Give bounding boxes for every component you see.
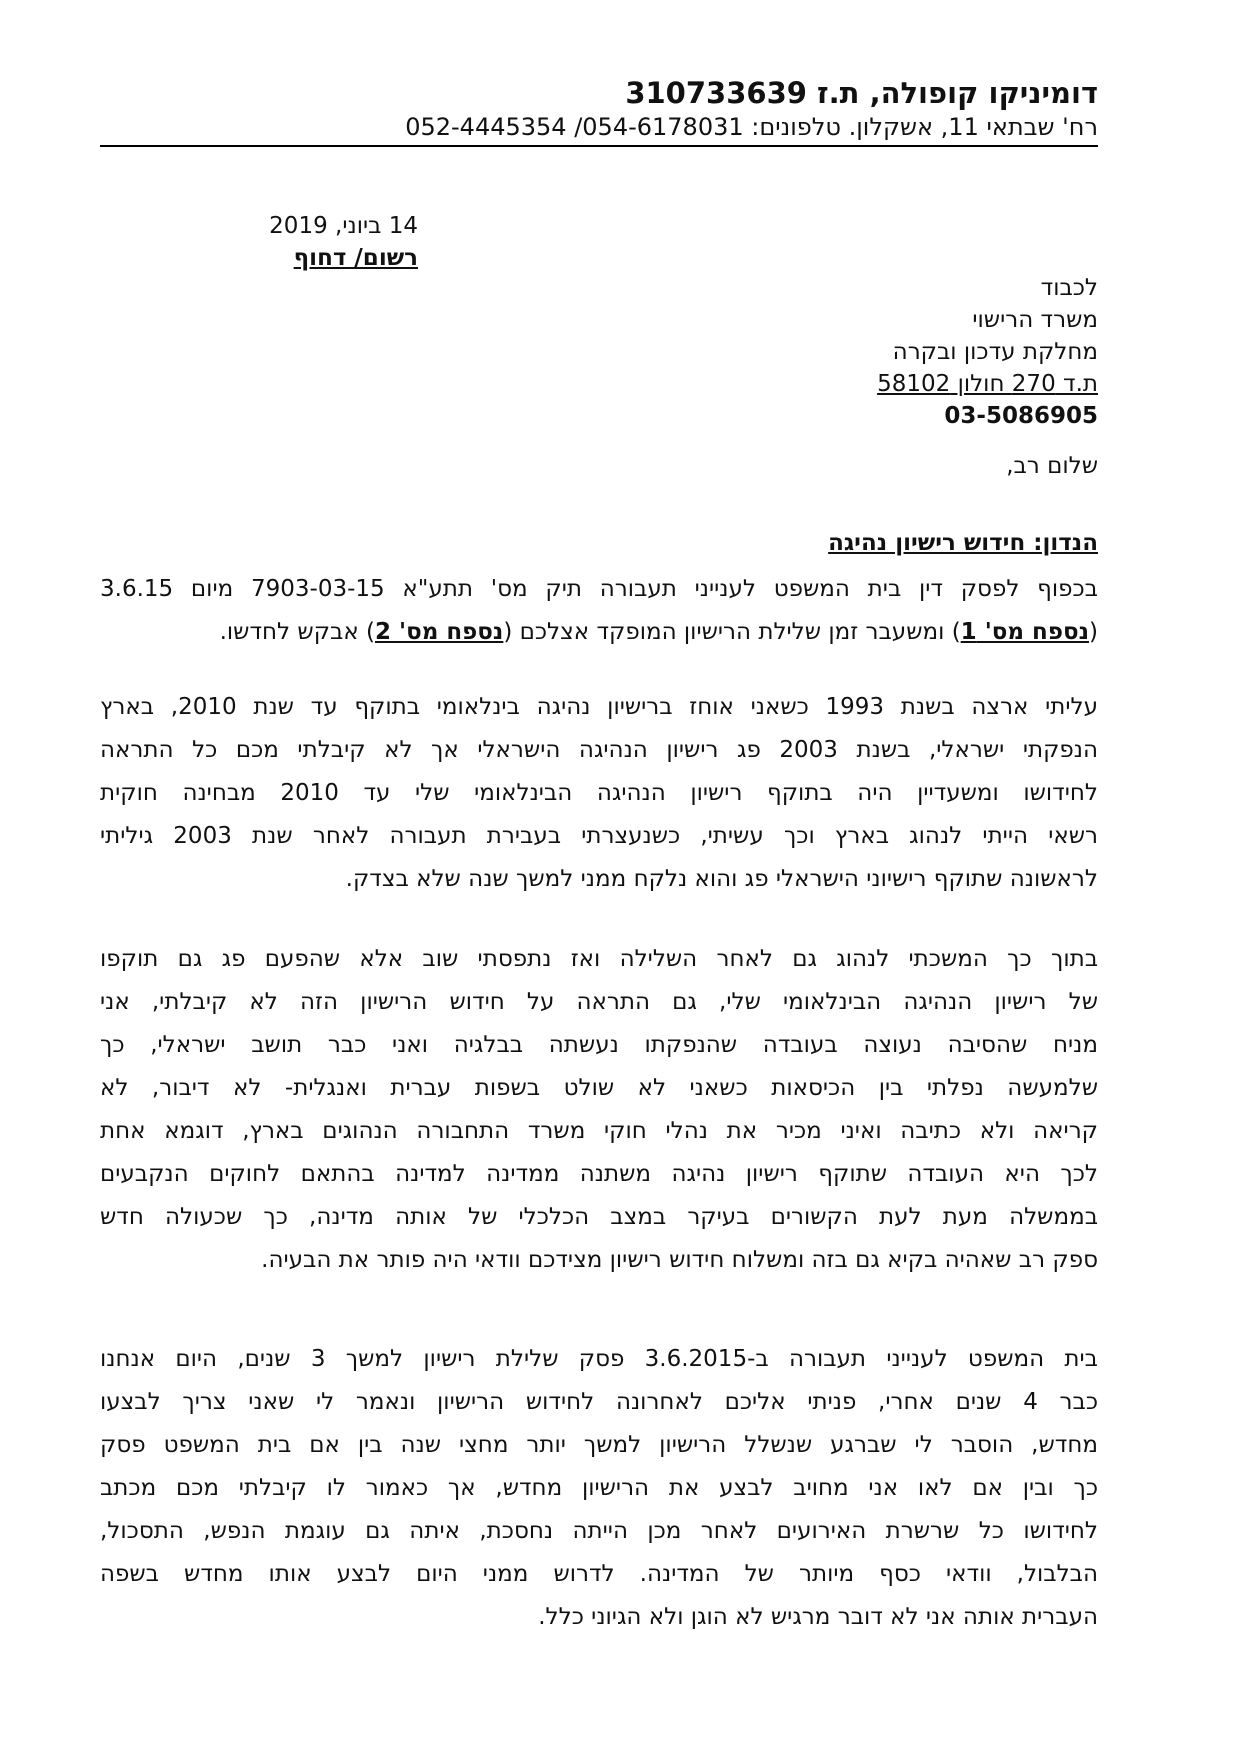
recipient-block bbox=[700, 272, 1098, 432]
recipient-salutation: לכבוד bbox=[1040, 275, 1098, 301]
paragraph-line: לראשונה שתוקף רישיוני הישראלי פג והוא נלקח ממני למשך שנה שלא בצדק. bbox=[345, 866, 1098, 892]
paragraph-text: ) אבקש לחדשו. bbox=[219, 619, 375, 645]
appendix-ref-2: נספח מס' 2 bbox=[375, 619, 504, 645]
sender-name: דומיניקו קופולה, ת.ז 310733639 bbox=[625, 76, 1098, 110]
recipient-phone: 03-5086905 bbox=[944, 403, 1098, 429]
recipient-department: מחלקת עדכון ובקרה bbox=[892, 339, 1098, 365]
paragraph-line: לחידושו ומשעדיין היה בתוקף רישיון הנהיגה הבינלאומי שלי עד 2010 מבחינה חוקית bbox=[100, 780, 1098, 806]
paren-open: ( bbox=[1089, 619, 1098, 645]
paragraph-text: ) ומשעבר זמן שלילת הרישיון המופקד אצלכם ( bbox=[503, 619, 961, 645]
paragraph-line: רשאי הייתי לנהוג בארץ וכך עשיתי, כשנעצרתי בעבירת תעבורה לאחר שנת 2003 גיליתי bbox=[100, 823, 1098, 849]
appendix-ref-1: נספח מס' 1 bbox=[960, 619, 1090, 645]
paragraph-line: כבר 4 שנים אחרי, פניתי אליכם לאחרונה לחידוש הרישיון ונאמר לי שאני צריך לבצעו bbox=[100, 1389, 1098, 1415]
paragraph-line: קריאה ולא כתיבה ואיני מכיר את נהלי חוקי משרד התחבורה הנהוגים בארץ, דוגמא אחת bbox=[100, 1118, 1098, 1144]
paragraph-line: ספק רב שאהיה בקיא גם בזה ומשלוח חידוש רישיון מצידכם וודאי היה פותר את הבעיה. bbox=[261, 1247, 1098, 1273]
paragraph-line: בית המשפט לענייני תעבורה ב-3.6.2015 פסק שלילת רישיון למשך 3 שנים, היום אנחנו bbox=[100, 1346, 1098, 1372]
paragraph-line: בממשלה מעת לעת הקשורים בעיקר במצב הכלכלי של אותה מדינה, כך שכעולה חדש bbox=[100, 1204, 1098, 1230]
paragraph-line: מחדש, הוסבר לי שברגע שנשלל הרישיון למשך יותר מחצי שנה בין אם בית המשפט פסק bbox=[100, 1432, 1098, 1458]
paragraph-line: עליתי ארצה בשנת 1993 כשאני אוחז ברישיון נהיגה בינלאומי בתוקף עד שנת 2010, בארץ bbox=[100, 694, 1098, 720]
paragraph-line: הבלבול, וודאי כסף מיותר של המדינה. לדרוש ממני היום לבצע אותו מחדש בשפה bbox=[100, 1561, 1098, 1587]
date-block bbox=[118, 210, 418, 274]
paragraph-line: מניח שהסיבה נעוצה בעובדה שהנפקתו נעשתה בבלגיה ואני כבר תושב ישראלי, כך bbox=[100, 1032, 1098, 1058]
letter-date: 14 ביוני, 2019 bbox=[269, 213, 418, 239]
paragraph-line: העברית אותה אני לא דובר מרגיש לא הוגן ולא הגיוני כלל. bbox=[538, 1604, 1098, 1630]
subject-line: הנדון: חידוש רישיון נהיגה bbox=[828, 530, 1098, 556]
paragraph-line: כך ובין אם לאו אני מחויב לבצע את הרישיון מחדש, אך כאמור לו קיבלתי מכם מכתב bbox=[100, 1475, 1098, 1501]
greeting: שלום רב, bbox=[1006, 453, 1098, 479]
paragraph-1 bbox=[100, 568, 1098, 654]
letterhead bbox=[100, 75, 1098, 143]
sender-contact: רח' שבתאי 11, אשקלון. טלפונים: 054-6178031/ 052-4445354 bbox=[405, 113, 1098, 141]
recipient-office: משרד הרישוי bbox=[972, 307, 1098, 333]
recipient-address: ת.ד 270 חולון 58102 bbox=[877, 371, 1098, 397]
paragraph-line: בתוך כך המשכתי לנהוג גם לאחר השלילה ואז נתפסתי שוב אלא שהפעם פג גם תוקפו bbox=[100, 946, 1098, 972]
paragraph-line: לחידושו כל שרשרת האירועים לאחר מכן הייתה נחסכת, איתה גם עוגמת הנפש, התסכול, bbox=[100, 1518, 1098, 1544]
delivery-method: רשום/ דחוף bbox=[293, 245, 418, 271]
paragraph-line: של רישיון הנהיגה הבינלאומי שלי, גם התראה על חידוש הרישיון הזה לא קיבלתי, אני bbox=[100, 989, 1098, 1015]
paragraph-line: לכך היא העובדה שתוקף רישיון נהיגה משתנה ממדינה למדינה בהתאם לחוקים הנקבעים bbox=[100, 1161, 1098, 1187]
paragraph-line: בכפוף לפסק דין בית המשפט לענייני תעבורה תיק מס' תתע"א 7903-03-15 מיום 3.6.15 bbox=[100, 576, 1098, 602]
paragraph-line bbox=[100, 611, 1098, 654]
paragraph-2 bbox=[100, 686, 1098, 901]
paragraph-line: הנפקתי ישראלי, בשנת 2003 פג רישיון הנהיגה הישראלי אך לא קיבלתי מכם כל התראה bbox=[100, 737, 1098, 763]
header-divider bbox=[100, 145, 1098, 147]
paragraph-4 bbox=[100, 1338, 1098, 1639]
paragraph-line: שלמעשה נפלתי בין הכיסאות כשאני לא שולט בשפות עברית ואנגלית- לא דיבור, לא bbox=[100, 1075, 1098, 1101]
paragraph-3 bbox=[100, 938, 1098, 1282]
